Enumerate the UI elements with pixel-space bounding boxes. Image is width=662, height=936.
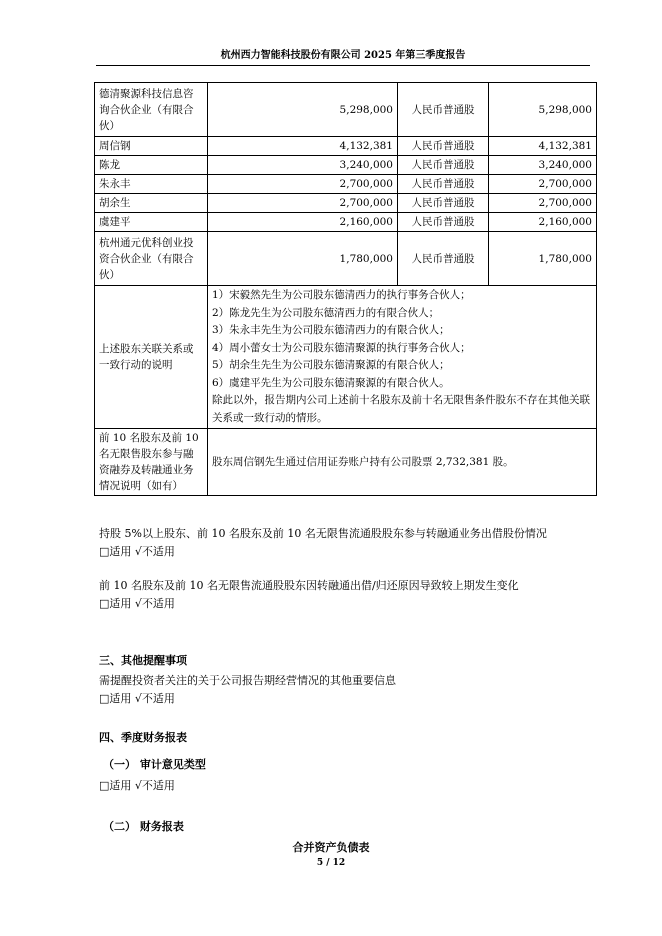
share-number: 2,700,000 <box>489 194 597 213</box>
relation-line: 2）陈龙先生为公司股东德清西力的有限合伙人； <box>212 306 440 319</box>
shareholder-name: 虞建平 <box>95 213 208 232</box>
lending-paragraph: 持股 5%以上股东、前 10 名股东及前 10 名无限售流通股股东参与转融通业务出借股份情况 <box>99 527 547 540</box>
relation-label: 上述股东关联关系或一致行动的说明 <box>95 286 208 429</box>
relation-line: 4）周小蕾女士为公司股东德清聚源的执行事务合伙人； <box>212 341 471 354</box>
share-type: 人民币普通股 <box>398 83 489 137</box>
relation-row <box>95 286 597 429</box>
table-row <box>95 156 597 175</box>
page-number: 5 / 12 <box>316 858 346 868</box>
share-number: 2,160,000 <box>489 213 597 232</box>
share-type: 人民币普通股 <box>398 137 489 156</box>
share-quantity: 2,160,000 <box>208 213 398 232</box>
share-number: 5,298,000 <box>489 83 597 137</box>
table-row <box>95 232 597 286</box>
reminder-paragraph: 需提醒投资者关注的关于公司报告期经营情况的其他重要信息 <box>99 674 396 687</box>
shareholder-name: 胡余生 <box>95 194 208 213</box>
shareholder-name: 陈龙 <box>95 156 208 175</box>
share-number: 4,132,381 <box>489 137 597 156</box>
share-quantity: 2,700,000 <box>208 194 398 213</box>
share-quantity: 1,780,000 <box>208 232 398 286</box>
share-number: 1,780,000 <box>489 232 597 286</box>
report-header: 杭州西力智能科技股份有限公司 2025 年第三季度报告 <box>96 46 590 66</box>
financial-statements-heading: （二） 财务报表 <box>103 820 184 833</box>
audit-opinion-applicability: □适用 √不适用 <box>99 779 175 792</box>
shareholder-name: 周信钢 <box>95 137 208 156</box>
reminder-applicability: □适用 √不适用 <box>99 692 175 705</box>
audit-opinion-heading: （一） 审计意见类型 <box>103 758 206 771</box>
share-type: 人民币普通股 <box>398 213 489 232</box>
relation-line: 1）宋毅然先生为公司股东德清西力的执行事务合伙人； <box>212 289 471 301</box>
table-row <box>95 137 597 156</box>
relation-line: 5）胡余生先生为公司股东德清聚源的有限合伙人； <box>212 359 450 371</box>
balance-sheet-title: 合并资产负债表 <box>292 841 370 854</box>
share-quantity: 4,132,381 <box>208 137 398 156</box>
margin-label: 前 10 名股东及前 10 名无限售股东参与融资融券及转融通业务情况说明（如有） <box>95 429 208 496</box>
relation-line: 3）朱永丰先生为公司股东德清西力的有限合伙人； <box>212 324 450 336</box>
share-type: 人民币普通股 <box>398 156 489 175</box>
section-heading-4: 四、季度财务报表 <box>99 731 187 744</box>
share-number: 3,240,000 <box>489 156 597 175</box>
table-row <box>95 213 597 232</box>
share-quantity: 5,298,000 <box>208 83 398 137</box>
table-row <box>95 175 597 194</box>
shareholder-table <box>94 82 597 496</box>
relation-line: 除此以外，报告期内公司上述前十名股东及前十名无限售条件股东不存在其他关联关系或一致行动的情形。 <box>212 394 590 424</box>
table-row <box>95 83 597 137</box>
shareholder-name: 朱永丰 <box>95 175 208 194</box>
shareholder-name: 杭州通元优科创业投资合伙企业（有限合伙） <box>95 232 208 286</box>
shareholder-name: 德清聚源科技信息咨询合伙企业（有限合伙） <box>95 83 208 137</box>
share-type: 人民币普通股 <box>398 175 489 194</box>
share-type: 人民币普通股 <box>398 232 489 286</box>
lending-change-applicability: □适用 √不适用 <box>99 597 175 610</box>
relation-description <box>208 286 597 429</box>
margin-description: 股东周信钢先生通过信用证券账户持有公司股票 2,732,381 股。 <box>208 429 597 496</box>
share-number: 2,700,000 <box>489 175 597 194</box>
lending-applicability: □适用 √不适用 <box>99 545 175 558</box>
share-type: 人民币普通股 <box>398 194 489 213</box>
share-quantity: 3,240,000 <box>208 156 398 175</box>
margin-row <box>95 429 597 496</box>
section-heading-3: 三、其他提醒事项 <box>99 654 187 667</box>
share-quantity: 2,700,000 <box>208 175 398 194</box>
lending-change-paragraph: 前 10 名股东及前 10 名无限售流通股股东因转融通出借/归还原因导致较上期发生变化 <box>99 579 519 592</box>
table-row <box>95 194 597 213</box>
relation-line: 6）虞建平先生为公司股东德清聚源的有限合伙人。 <box>212 376 450 389</box>
